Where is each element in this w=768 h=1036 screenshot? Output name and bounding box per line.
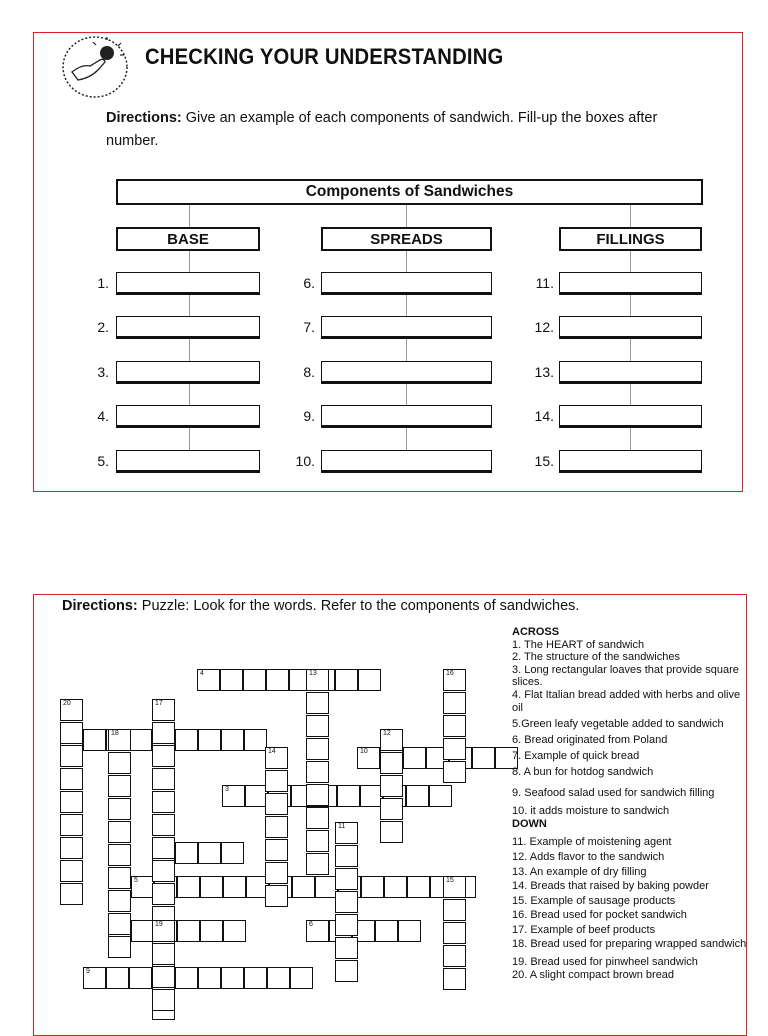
crossword-cell[interactable] <box>335 960 358 982</box>
answer-box[interactable] <box>559 361 702 384</box>
crossword-cell[interactable] <box>406 785 429 807</box>
crossword-cell[interactable] <box>306 830 329 852</box>
answer-box[interactable] <box>321 361 492 384</box>
crossword-cell[interactable] <box>265 885 288 907</box>
clue-number: 15 <box>446 877 454 884</box>
crossword-cell[interactable] <box>265 770 288 792</box>
crossword-cell[interactable] <box>244 729 267 751</box>
crossword-cell[interactable] <box>443 945 466 967</box>
crossword-cell[interactable] <box>335 891 358 913</box>
item-number: 7. <box>303 319 315 335</box>
clue-across-3: 3. Long rectangular loaves that provide square slices. <box>512 663 739 689</box>
crossword-cell[interactable] <box>306 669 329 691</box>
item-number: 14. <box>534 408 554 424</box>
clue-down-15: 15. Example of sausage products <box>512 894 676 907</box>
crossword-cell[interactable] <box>266 669 289 691</box>
crossword-cell[interactable] <box>306 692 329 714</box>
answer-box[interactable] <box>559 405 702 428</box>
crossword-cell[interactable] <box>60 883 83 905</box>
crossword-cell[interactable] <box>292 876 315 898</box>
crossword-cell[interactable] <box>152 699 175 721</box>
crossword-cell[interactable] <box>443 968 466 990</box>
crossword-cell[interactable] <box>108 798 131 820</box>
crossword-cell[interactable] <box>265 747 288 769</box>
crossword-cell[interactable] <box>198 967 221 989</box>
clue-number: 12 <box>383 730 391 737</box>
crossword-cell[interactable] <box>472 747 495 769</box>
column-header-fillings: FILLINGS <box>559 227 702 251</box>
crossword-cell[interactable] <box>106 967 129 989</box>
crossword-cell[interactable] <box>108 729 131 751</box>
directions-1 <box>106 107 696 153</box>
column-header-base: BASE <box>116 227 260 251</box>
clue-list <box>512 626 752 981</box>
item-number: 6. <box>303 275 315 291</box>
page-title: CHECKING YOUR UNDERSTANDING <box>145 44 504 69</box>
crossword-cell[interactable] <box>152 791 175 813</box>
directions-label: Directions: <box>62 598 138 614</box>
crossword-cell[interactable] <box>108 821 131 843</box>
clue-down-11: 11. Example of moistening agent <box>512 836 672 849</box>
answer-box[interactable] <box>559 272 702 295</box>
clue-number: 6 <box>309 921 313 928</box>
crossword-cell[interactable] <box>380 729 403 751</box>
crossword-cell[interactable] <box>221 842 244 864</box>
crossword-cell[interactable] <box>177 920 200 942</box>
crossword-cell[interactable] <box>108 775 131 797</box>
crossword-cell[interactable] <box>265 862 288 884</box>
crossword-cell[interactable] <box>443 669 466 691</box>
crossword-cell[interactable] <box>220 669 243 691</box>
crossword-cell[interactable] <box>152 860 175 882</box>
answer-box[interactable] <box>321 450 492 473</box>
crossword-cell[interactable] <box>60 837 83 859</box>
crossword-cell[interactable] <box>108 844 131 866</box>
crossword-cell[interactable] <box>380 775 403 797</box>
crossword-cell[interactable] <box>60 814 83 836</box>
clue-across-7: 7. Example of quick bread <box>512 750 640 763</box>
clue-across-2: 2. The structure of the sandwiches <box>512 651 680 664</box>
crossword-cell[interactable] <box>443 715 466 737</box>
crossword-cell[interactable] <box>306 738 329 760</box>
crossword-cell[interactable] <box>108 936 131 958</box>
crossword-cell[interactable] <box>131 876 154 898</box>
crossword-cell[interactable] <box>221 967 244 989</box>
answer-box[interactable] <box>321 272 492 295</box>
crossword-cell[interactable] <box>152 883 175 905</box>
clue-number: 18 <box>111 730 119 737</box>
crossword-cell[interactable] <box>380 752 403 774</box>
crossword-cell[interactable] <box>223 876 246 898</box>
clue-across-5: 5.Green leafy vegetable added to sandwich <box>512 718 724 731</box>
clue-across-4: 4. Flat Italian bread added with herbs and olive oil <box>512 688 741 714</box>
crossword-cell[interactable] <box>384 876 407 898</box>
crossword-cell[interactable] <box>60 722 83 744</box>
crossword-cell[interactable] <box>60 860 83 882</box>
clue-down-12: 12. Adds flavor to the sandwich <box>512 850 665 863</box>
directions-label: Directions: <box>106 110 182 126</box>
item-number: 10. <box>295 453 315 469</box>
crossword-cell[interactable] <box>198 729 221 751</box>
clue-across-10: 10. it adds moisture to sandwich <box>512 805 670 818</box>
crossword-cell[interactable] <box>265 839 288 861</box>
item-number: 15. <box>534 453 554 469</box>
crossword-cell[interactable] <box>306 920 329 942</box>
item-number: 9. <box>303 408 315 424</box>
crossword-cell[interactable] <box>306 715 329 737</box>
crossword-cell[interactable] <box>306 853 329 875</box>
item-number: 4. <box>97 408 109 424</box>
crossword-cell[interactable] <box>380 798 403 820</box>
crossword-cell[interactable] <box>335 845 358 867</box>
crossword-cell[interactable] <box>361 876 384 898</box>
clue-down-16: 16. Bread used for pocket sandwich <box>512 909 687 922</box>
crossword-cell[interactable] <box>221 729 244 751</box>
crossword-cell[interactable] <box>267 967 290 989</box>
item-number: 5. <box>97 453 109 469</box>
crossword-cell[interactable] <box>129 729 152 751</box>
answer-box[interactable] <box>559 450 702 473</box>
table-title: Components of Sandwiches <box>116 179 703 205</box>
crossword-cell[interactable] <box>152 920 175 942</box>
crossword-cell[interactable] <box>335 669 358 691</box>
crossword-cell[interactable] <box>175 729 198 751</box>
crossword-cell[interactable] <box>83 967 106 989</box>
crossword-cell[interactable] <box>265 793 288 815</box>
clue-number: 9 <box>86 968 90 975</box>
item-number: 2. <box>97 319 109 335</box>
crossword-cell[interactable] <box>152 768 175 790</box>
clue-number: 20 <box>63 700 71 707</box>
clue-across-1: 1. The HEART of sandwich <box>512 638 645 651</box>
answer-box[interactable] <box>116 272 260 295</box>
crossword-cell[interactable] <box>198 842 221 864</box>
crossword-cell[interactable] <box>83 729 106 751</box>
item-number: 11. <box>535 275 554 291</box>
crossword-cell[interactable] <box>108 867 131 889</box>
crossword-cell[interactable] <box>222 785 245 807</box>
answer-box[interactable] <box>321 316 492 339</box>
crossword-cell[interactable] <box>197 669 220 691</box>
answer-box[interactable] <box>116 450 260 473</box>
directions-text: Puzzle: Look for the words. Refer to the components of sandwiches. <box>137 598 580 614</box>
clue-down-19: 19. Bread used for pinwheel sandwich <box>512 956 698 969</box>
clue-down-13: 13. An example of dry filling <box>512 865 647 878</box>
answer-box[interactable] <box>559 316 702 339</box>
crossword-cell[interactable] <box>398 920 421 942</box>
crossword-cell[interactable] <box>108 752 131 774</box>
clue-number: 19 <box>155 921 163 928</box>
clue-number: 5 <box>134 877 138 884</box>
crossword-cell[interactable] <box>60 745 83 767</box>
item-number: 1. <box>97 275 109 291</box>
crossword-cell[interactable] <box>403 747 426 769</box>
across-heading: ACROSS <box>512 626 560 638</box>
clue-across-9: 9. Seafood salad used for sandwich filling <box>512 786 715 799</box>
clue-number: 17 <box>155 700 163 707</box>
crossword-cell[interactable] <box>152 966 175 988</box>
item-number: 3. <box>97 364 109 380</box>
crossword-cell[interactable] <box>306 784 329 806</box>
crossword-cell[interactable] <box>335 822 358 844</box>
crossword-cell[interactable] <box>380 821 403 843</box>
crossword-cell[interactable] <box>243 669 266 691</box>
crossword-cell[interactable] <box>357 747 380 769</box>
clue-down-17: 17. Example of beef products <box>512 923 656 936</box>
crossword-cell[interactable] <box>152 989 175 1011</box>
crossword-cell[interactable] <box>358 669 381 691</box>
crossword-cell[interactable] <box>152 837 175 859</box>
crossword-cell[interactable] <box>335 914 358 936</box>
answer-box[interactable] <box>116 316 260 339</box>
clue-across-6: 6. Bread originated from Poland <box>512 733 668 746</box>
crossword-cell[interactable] <box>152 814 175 836</box>
crossword-cell[interactable] <box>375 920 398 942</box>
crossword-cell[interactable] <box>175 967 198 989</box>
crossword-cell[interactable] <box>131 920 154 942</box>
directions-text: Give an example of each components of sandwich. Fill-up the boxes after number. <box>106 110 658 149</box>
item-number: 8. <box>303 364 315 380</box>
clue-number: 4 <box>200 670 204 677</box>
crossword-cell[interactable] <box>335 868 358 890</box>
crossword-cell[interactable] <box>306 761 329 783</box>
clue-number: 10 <box>360 748 368 755</box>
item-number: 13. <box>534 364 554 380</box>
crossword-cell[interactable] <box>175 842 198 864</box>
crossword-cell[interactable] <box>60 699 83 721</box>
answer-box[interactable] <box>321 405 492 428</box>
crossword-cell[interactable] <box>443 922 466 944</box>
crossword-cell[interactable] <box>443 876 466 898</box>
crossword-cell[interactable] <box>290 967 313 989</box>
crossword-cell[interactable] <box>443 761 466 783</box>
crossword-cell[interactable] <box>407 876 430 898</box>
answer-box[interactable] <box>116 361 260 384</box>
crossword-cell[interactable] <box>152 745 175 767</box>
crossword-cell[interactable] <box>152 722 175 744</box>
clue-number: 11 <box>338 823 346 830</box>
clue-down-20: 20. A slight compact brown bread <box>512 968 675 981</box>
clue-down-18: 18. Bread used for preparing wrapped sandwich <box>512 938 747 951</box>
crossword-cell[interactable] <box>60 768 83 790</box>
clue-down-14: 14. Breads that raised by baking powder <box>512 880 709 893</box>
clue-number: 3 <box>225 786 229 793</box>
crossword-cell[interactable] <box>152 943 175 965</box>
crossword-cell[interactable] <box>443 692 466 714</box>
clue-number: 13 <box>309 670 317 677</box>
crossword-cell[interactable] <box>265 816 288 838</box>
item-number: 12. <box>534 319 554 335</box>
crossword-cell[interactable] <box>177 876 200 898</box>
clue-across-8: 8. A bun for hotdog sandwich <box>512 765 654 778</box>
answer-box[interactable] <box>116 405 260 428</box>
crossword-cell[interactable] <box>443 899 466 921</box>
crossword-cell[interactable] <box>60 791 83 813</box>
directions-2 <box>62 598 579 614</box>
crossword-cell[interactable] <box>337 785 360 807</box>
crossword-cell[interactable] <box>244 967 267 989</box>
crossword-cell[interactable] <box>200 920 223 942</box>
column-header-spreads: SPREADS <box>321 227 492 251</box>
crossword-cell[interactable] <box>335 937 358 959</box>
lightbulb-hand-icon <box>60 34 132 100</box>
crossword-cell[interactable] <box>200 876 223 898</box>
crossword-cell[interactable] <box>429 785 452 807</box>
crossword-cell[interactable] <box>223 920 246 942</box>
crossword-cell[interactable] <box>108 890 131 912</box>
crossword-cell[interactable] <box>306 807 329 829</box>
down-heading: DOWN <box>512 817 547 830</box>
crossword-cell[interactable] <box>443 738 466 760</box>
clue-number: 14 <box>268 748 276 755</box>
crossword-cell[interactable] <box>108 913 131 935</box>
clue-number: 16 <box>446 670 454 677</box>
crossword-cell[interactable] <box>129 967 152 989</box>
